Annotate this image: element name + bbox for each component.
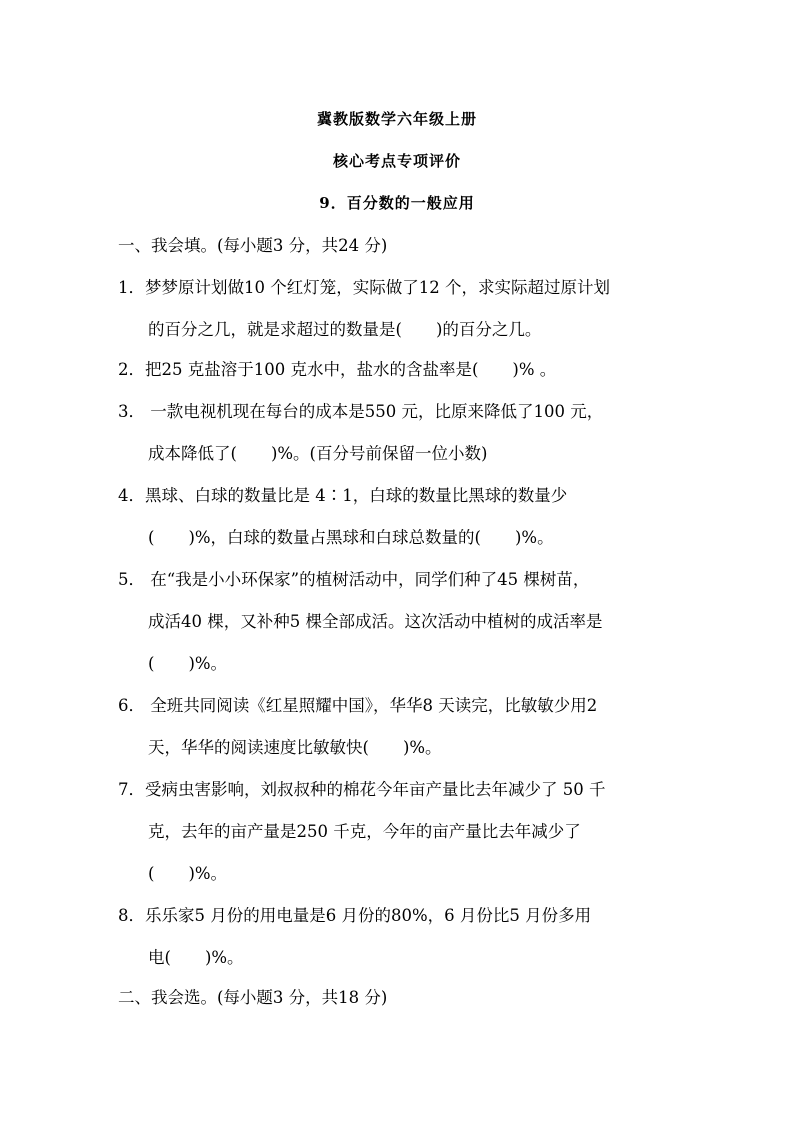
question-8-line-1: 8．乐乐家5 月份的用电量是6 月份的80%，6 月份比5 月份多用	[118, 906, 592, 925]
question-1-line-1: 1．梦梦原计划做10 个红灯笼，实际做了12 个，求实际超过原计划	[118, 278, 610, 297]
question-6-line-1: 6． 全班共同阅读《红星照耀中国》，华华8 天读完，比敏敏少用2	[118, 696, 598, 715]
question-6-text-a: 天，华华的阅读速度比敏敏快(	[148, 738, 369, 757]
question-8-text-a: 电(	[148, 948, 171, 967]
question-3-text-b: )%。(百分号前保留一位小数)	[270, 444, 488, 463]
question-3-line-2	[148, 440, 487, 464]
question-2-text-b: )% 。	[512, 360, 557, 379]
question-1-text-a: 的百分之几，就是求超过的数量是(	[148, 320, 402, 339]
question-6-text-b: )%。	[402, 738, 442, 757]
question-4-line-2	[148, 524, 554, 548]
section-1-heading: 一、我会填。(每小题3 分，共24 分)	[118, 236, 388, 255]
question-2-text-a: 2．把25 克盐溶于100 克水中，盐水的含盐率是(	[118, 360, 479, 379]
question-1-text-b: )的百分之几。	[435, 320, 542, 339]
question-6-line-2	[148, 734, 442, 758]
question-7-line-2: 克，去年的亩产量是250 千克，今年的亩产量比去年减少了	[148, 822, 581, 841]
question-5-line-2: 成活40 棵，又补种5 棵全部成活。这次活动中植树的成活率是	[148, 612, 603, 631]
question-5-text-b: )%。	[188, 654, 228, 673]
question-3-line-1: 3． 一款电视机现在每台的成本是550 元，比原来降低了100 元，	[118, 402, 604, 421]
question-3-text-a: 成本降低了(	[148, 444, 237, 463]
question-7-line-1: 7．受病虫害影响，刘叔叔种的棉花今年亩产量比去年减少了 50 千	[118, 780, 606, 799]
question-7-text-b: )%。	[188, 864, 228, 883]
question-7-text-a: (	[148, 864, 155, 883]
question-4-text-b: )%，白球的数量占黑球和白球总数量的(	[188, 528, 481, 547]
question-1-line-2	[148, 316, 541, 340]
book-title: 冀教版数学六年级上册	[316, 110, 477, 128]
question-7-line-3	[148, 860, 227, 884]
question-8-line-2	[148, 944, 244, 968]
topic-title: 9．百分数的一般应用	[319, 194, 475, 212]
question-5-line-1: 5． 在“我是小小环保家”的植树活动中，同学们种了45 棵树苗，	[118, 570, 590, 589]
question-4-text-c: )%。	[515, 528, 554, 547]
question-8-text-b: )%。	[204, 948, 244, 967]
question-4-line-1: 4．黑球、白球的数量比是 4∶1，白球的数量比黑球的数量少	[118, 486, 568, 505]
question-2-line-1	[118, 356, 556, 380]
section-2-heading: 二、我会选。(每小题3 分，共18 分)	[118, 988, 388, 1007]
question-4-text-a: (	[148, 528, 155, 547]
assessment-title: 核心考点专项评价	[332, 152, 461, 170]
question-5-text-a: (	[148, 654, 155, 673]
question-5-line-3	[148, 650, 227, 674]
